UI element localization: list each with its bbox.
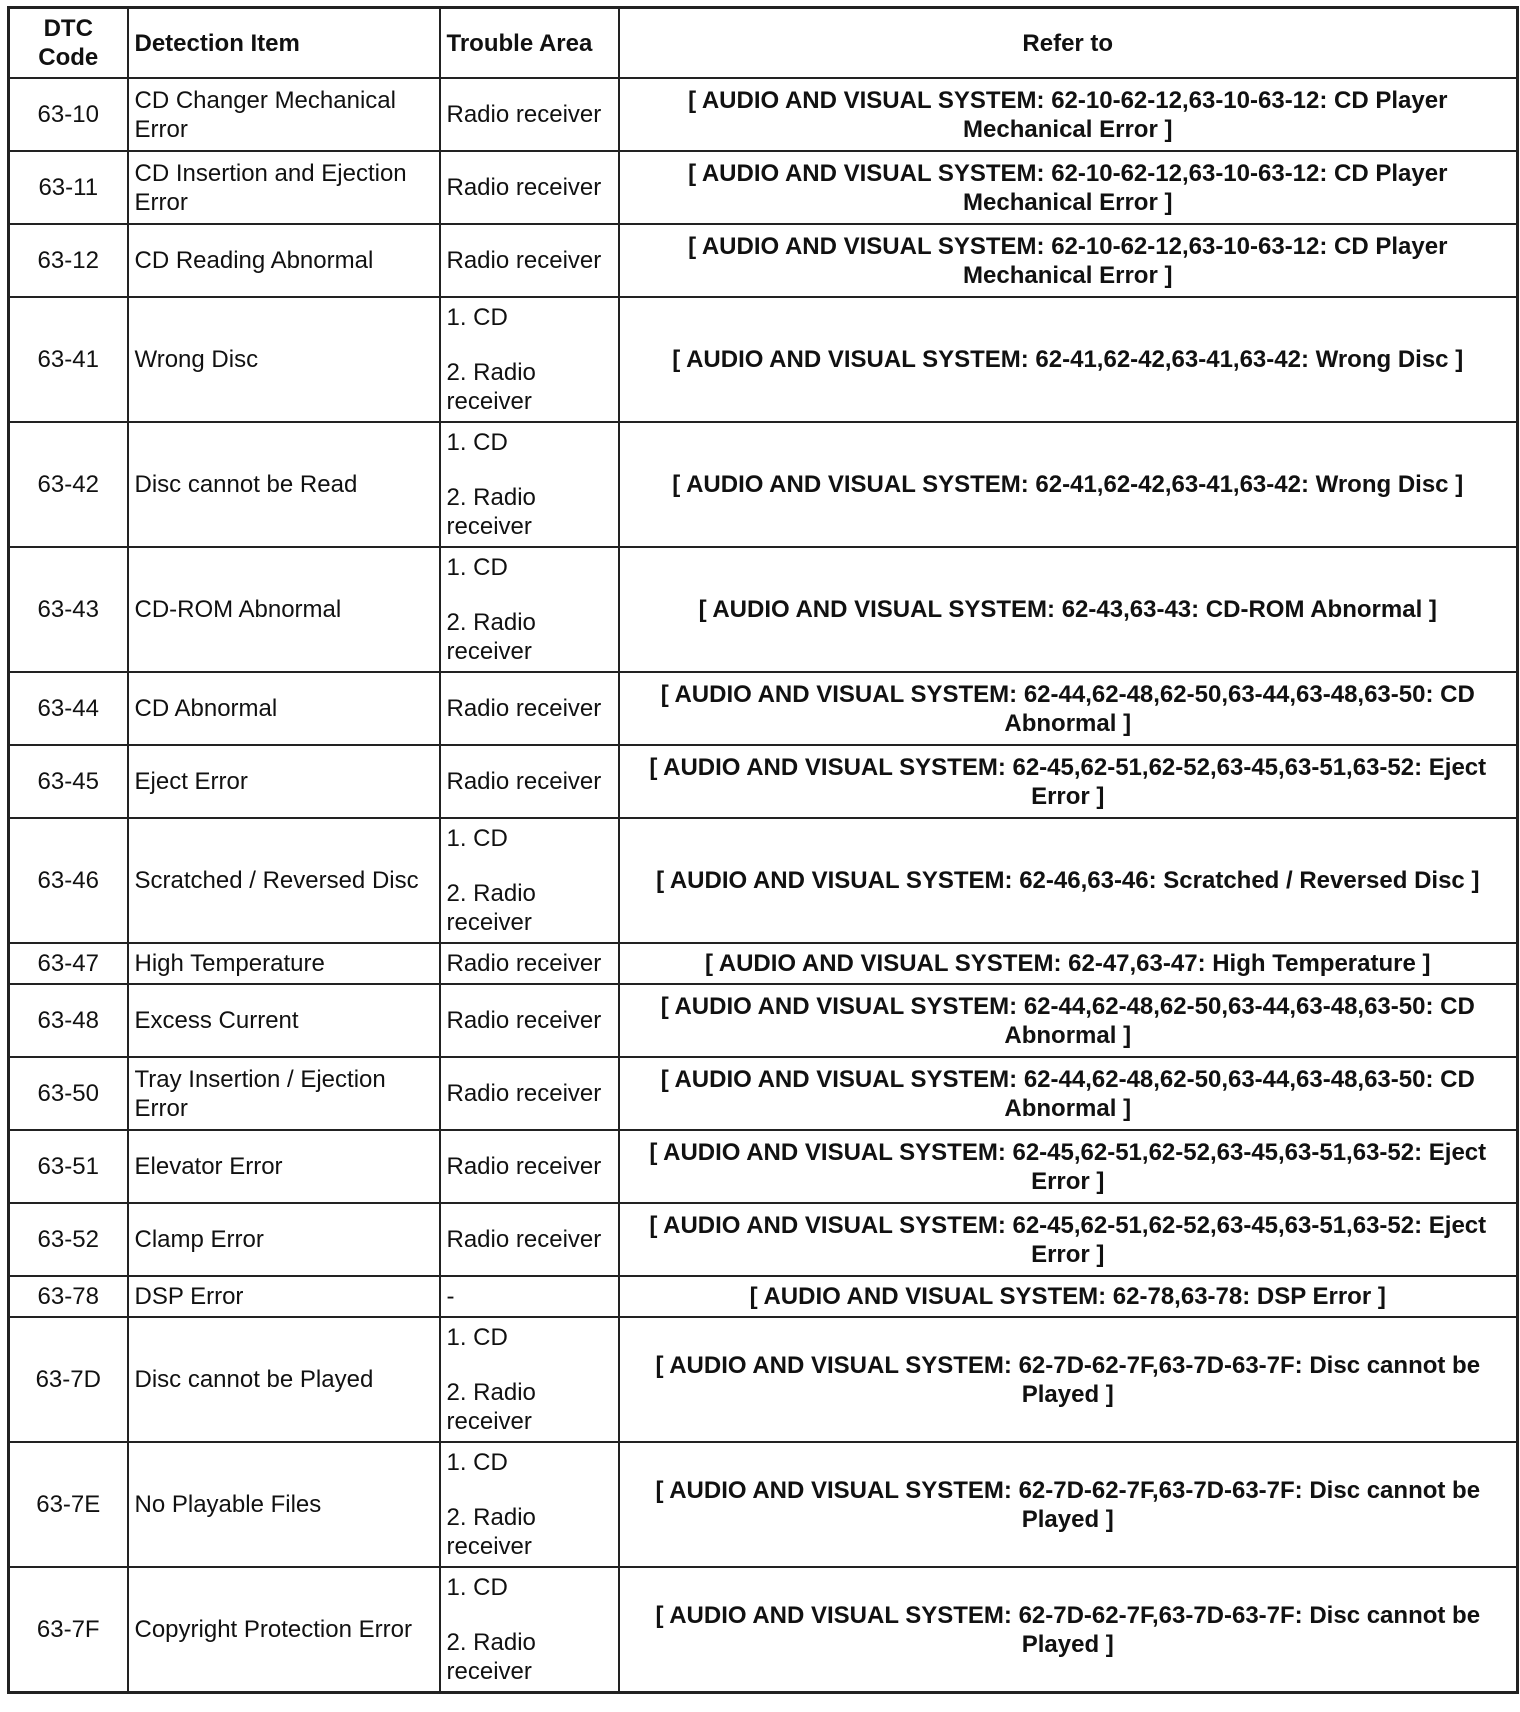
trouble-area-cell: [440, 422, 619, 547]
dtc-code-cell: 63-78: [9, 1276, 128, 1317]
refer-to-line: [ AUDIO AND VISUAL SYSTEM: 62-46,63-46: Scratched / Reversed Disc ]: [656, 867, 1480, 894]
refer-to-line: [ AUDIO AND VISUAL SYSTEM: 62-43,63-43: CD-ROM Abnormal ]: [698, 596, 1437, 623]
dtc-code-cell: 63-7D: [9, 1317, 128, 1442]
refer-to-line: Mechanical Error ]: [963, 261, 1173, 289]
table-row: [9, 1317, 1518, 1442]
trouble-area-line: Radio receiver: [446, 1226, 602, 1253]
dtc-code-cell: 63-48: [9, 984, 128, 1057]
header-row: [9, 8, 1518, 79]
trouble-area-line: receiver: [446, 1533, 532, 1560]
table-row: [9, 1057, 1518, 1130]
table-row: [9, 547, 1518, 672]
detection-item-line: Disc cannot be Read: [134, 471, 358, 498]
refer-to-line: [ AUDIO AND VISUAL SYSTEM: 62-44,62-48,62-50,63-44,63-48,63-50: CD: [660, 680, 1475, 708]
detection-item-line: Clamp Error: [134, 1226, 264, 1253]
header-dtc-code: [9, 8, 128, 79]
line-gap: [447, 1477, 612, 1503]
header-code-line: Code: [38, 44, 99, 71]
refer-to-line: [ AUDIO AND VISUAL SYSTEM: 62-10-62-12,63-10-63-12: CD Player: [688, 232, 1448, 260]
trouble-area-line: receiver: [446, 1408, 532, 1435]
trouble-area-line: receiver: [446, 513, 532, 540]
trouble-area-line: 1. CD: [446, 554, 508, 581]
trouble-area-line: 1. CD: [446, 1324, 508, 1351]
refer-to-cell: [619, 151, 1518, 224]
trouble-area-line: -: [446, 1283, 455, 1310]
detection-item-line: DSP Error: [134, 1283, 244, 1310]
detection-item-line: Excess Current: [134, 1007, 299, 1034]
trouble-area-cell: [440, 1567, 619, 1693]
table-row: [9, 672, 1518, 745]
trouble-area-line: Radio receiver: [446, 1080, 602, 1107]
trouble-area-line: 2. Radio: [446, 484, 536, 511]
detection-item-cell: [128, 422, 440, 547]
refer-to-line: [ AUDIO AND VISUAL SYSTEM: 62-10-62-12,63-10-63-12: CD Player: [688, 159, 1448, 187]
refer-to-cell: [619, 78, 1518, 151]
detection-item-cell: [128, 224, 440, 297]
line-gap: [447, 332, 612, 358]
refer-to-cell: [619, 1276, 1518, 1317]
table-row: [9, 224, 1518, 297]
refer-to-line: [ AUDIO AND VISUAL SYSTEM: 62-44,62-48,62-50,63-44,63-48,63-50: CD: [660, 992, 1475, 1020]
trouble-area-cell: [440, 984, 619, 1057]
trouble-area-line: Radio receiver: [446, 101, 602, 128]
detection-item-cell: [128, 1567, 440, 1693]
trouble-area-cell: [440, 943, 619, 984]
refer-to-cell: [619, 547, 1518, 672]
trouble-area-line: 2. Radio: [446, 1504, 536, 1531]
detection-item-cell: [128, 1057, 440, 1130]
trouble-area-line: 1. CD: [446, 429, 508, 456]
table-row: [9, 151, 1518, 224]
refer-to-cell: [619, 984, 1518, 1057]
trouble-area-line: Radio receiver: [446, 1007, 602, 1034]
trouble-area-cell: [440, 1442, 619, 1567]
refer-to-cell: [619, 1057, 1518, 1130]
dtc-code-cell: 63-43: [9, 547, 128, 672]
trouble-area-cell: [440, 745, 619, 818]
trouble-area-line: 1. CD: [446, 1449, 508, 1476]
trouble-area-cell: [440, 1317, 619, 1442]
refer-to-cell: [619, 1442, 1518, 1567]
table-row: [9, 1276, 1518, 1317]
refer-to-line: [ AUDIO AND VISUAL SYSTEM: 62-45,62-51,62-52,63-45,63-51,63-52: Eject: [649, 1211, 1487, 1239]
dtc-code-cell: 63-42: [9, 422, 128, 547]
dtc-code-cell: 63-11: [9, 151, 128, 224]
header-refer-to: Refer to: [619, 8, 1518, 79]
refer-to-cell: [619, 422, 1518, 547]
refer-to-line: Error ]: [1031, 1240, 1105, 1268]
trouble-area-line: 1. CD: [446, 825, 508, 852]
detection-item-cell: [128, 78, 440, 151]
dtc-code-cell: 63-12: [9, 224, 128, 297]
detection-item-line: CD Insertion and Ejection: [134, 159, 407, 187]
detection-item-line: CD Abnormal: [134, 695, 278, 722]
detection-item-cell: [128, 1130, 440, 1203]
trouble-area-line: receiver: [446, 909, 532, 936]
dtc-code-cell: 63-10: [9, 78, 128, 151]
trouble-area-line: 1. CD: [446, 304, 508, 331]
refer-to-line: [ AUDIO AND VISUAL SYSTEM: 62-7D-62-7F,63-7D-63-7F: Disc cannot be: [655, 1476, 1481, 1504]
dtc-table-container: [7, 6, 1519, 1694]
line-gap: [447, 1352, 612, 1378]
dtc-code-cell: 63-50: [9, 1057, 128, 1130]
refer-to-cell: [619, 224, 1518, 297]
table-row: [9, 1130, 1518, 1203]
detection-item-cell: [128, 672, 440, 745]
refer-to-cell: [619, 943, 1518, 984]
refer-to-line: Played ]: [1021, 1380, 1114, 1408]
dtc-table-body: [9, 78, 1518, 1693]
refer-to-line: [ AUDIO AND VISUAL SYSTEM: 62-41,62-42,63-41,63-42: Wrong Disc ]: [672, 346, 1464, 373]
refer-to-line: Mechanical Error ]: [963, 188, 1173, 216]
refer-to-cell: [619, 672, 1518, 745]
trouble-area-line: 2. Radio: [446, 1629, 536, 1656]
refer-to-line: [ AUDIO AND VISUAL SYSTEM: 62-10-62-12,63-10-63-12: CD Player: [688, 86, 1448, 114]
detection-item-line: CD Reading Abnormal: [134, 247, 374, 274]
refer-to-line: Abnormal ]: [1004, 1094, 1132, 1122]
dtc-table: [7, 6, 1519, 1694]
table-row: [9, 1567, 1518, 1693]
trouble-area-cell: [440, 78, 619, 151]
table-row: [9, 818, 1518, 943]
trouble-area-line: 2. Radio: [446, 359, 536, 386]
dtc-code-cell: 63-46: [9, 818, 128, 943]
line-gap: [447, 582, 612, 608]
header-dtc-line: DTC: [43, 15, 93, 42]
table-row: [9, 745, 1518, 818]
detection-item-line: High Temperature: [134, 950, 325, 977]
dtc-code-cell: 63-44: [9, 672, 128, 745]
detection-item-cell: [128, 151, 440, 224]
detection-item-line: CD Changer Mechanical: [134, 86, 396, 114]
table-row: [9, 1442, 1518, 1567]
trouble-area-line: 2. Radio: [446, 1379, 536, 1406]
detection-item-line: Scratched / Reversed Disc: [134, 867, 419, 894]
detection-item-line: Copyright Protection Error: [134, 1616, 412, 1643]
refer-to-cell: [619, 1130, 1518, 1203]
refer-to-line: Played ]: [1021, 1630, 1114, 1658]
trouble-area-cell: [440, 1130, 619, 1203]
trouble-area-line: Radio receiver: [446, 247, 602, 274]
refer-to-line: [ AUDIO AND VISUAL SYSTEM: 62-78,63-78: DSP Error ]: [749, 1283, 1386, 1310]
trouble-area-line: receiver: [446, 1658, 532, 1685]
detection-item-cell: [128, 745, 440, 818]
line-gap: [447, 853, 612, 879]
detection-item-cell: [128, 1317, 440, 1442]
detection-item-line: Error: [134, 115, 188, 143]
refer-to-cell: [619, 818, 1518, 943]
dtc-code-cell: 63-45: [9, 745, 128, 818]
refer-to-cell: [619, 297, 1518, 422]
detection-item-cell: [128, 984, 440, 1057]
trouble-area-line: 1. CD: [446, 1574, 508, 1601]
trouble-area-line: 2. Radio: [446, 880, 536, 907]
detection-item-cell: [128, 547, 440, 672]
trouble-area-cell: [440, 672, 619, 745]
header-trouble-area: Trouble Area: [440, 8, 619, 79]
refer-to-line: [ AUDIO AND VISUAL SYSTEM: 62-41,62-42,63-41,63-42: Wrong Disc ]: [672, 471, 1464, 498]
refer-to-line: Error ]: [1031, 1167, 1105, 1195]
line-gap: [447, 457, 612, 483]
header-detection-item: Detection Item: [128, 8, 440, 79]
table-row: [9, 297, 1518, 422]
trouble-area-cell: [440, 1057, 619, 1130]
detection-item-cell: [128, 1276, 440, 1317]
detection-item-line: Tray Insertion / Ejection: [134, 1065, 386, 1093]
refer-to-line: [ AUDIO AND VISUAL SYSTEM: 62-7D-62-7F,63-7D-63-7F: Disc cannot be: [655, 1351, 1481, 1379]
trouble-area-line: Radio receiver: [446, 174, 602, 201]
trouble-area-line: Radio receiver: [446, 1153, 602, 1180]
dtc-code-cell: 63-41: [9, 297, 128, 422]
refer-to-cell: [619, 1203, 1518, 1276]
trouble-area-line: receiver: [446, 638, 532, 665]
trouble-area-cell: [440, 547, 619, 672]
dtc-code-cell: 63-7F: [9, 1567, 128, 1693]
dtc-code-cell: 63-47: [9, 943, 128, 984]
table-row: [9, 984, 1518, 1057]
trouble-area-cell: [440, 1276, 619, 1317]
refer-to-cell: [619, 745, 1518, 818]
table-row: [9, 78, 1518, 151]
detection-item-line: Error: [134, 1094, 188, 1122]
trouble-area-line: Radio receiver: [446, 695, 602, 722]
trouble-area-line: Radio receiver: [446, 950, 602, 977]
trouble-area-cell: [440, 1203, 619, 1276]
refer-to-line: [ AUDIO AND VISUAL SYSTEM: 62-47,63-47: High Temperature ]: [705, 950, 1431, 977]
line-gap: [447, 1602, 612, 1628]
refer-to-line: Played ]: [1021, 1505, 1114, 1533]
detection-item-line: CD-ROM Abnormal: [134, 596, 342, 623]
refer-to-line: [ AUDIO AND VISUAL SYSTEM: 62-45,62-51,62-52,63-45,63-51,63-52: Eject: [649, 1138, 1487, 1166]
refer-to-line: [ AUDIO AND VISUAL SYSTEM: 62-7D-62-7F,63-7D-63-7F: Disc cannot be: [655, 1601, 1481, 1629]
table-row: [9, 422, 1518, 547]
detection-item-line: No Playable Files: [134, 1491, 322, 1518]
detection-item-line: Disc cannot be Played: [134, 1366, 374, 1393]
refer-to-line: Error ]: [1031, 782, 1105, 810]
detection-item-line: Error: [134, 188, 188, 216]
trouble-area-line: 2. Radio: [446, 609, 536, 636]
trouble-area-line: receiver: [446, 388, 532, 415]
detection-item-line: Eject Error: [134, 768, 248, 795]
dtc-code-cell: 63-7E: [9, 1442, 128, 1567]
detection-item-cell: [128, 818, 440, 943]
refer-to-line: Abnormal ]: [1004, 1021, 1132, 1049]
table-row: [9, 943, 1518, 984]
refer-to-cell: [619, 1567, 1518, 1693]
detection-item-cell: [128, 943, 440, 984]
detection-item-cell: [128, 1203, 440, 1276]
table-row: [9, 1203, 1518, 1276]
detection-item-cell: [128, 297, 440, 422]
detection-item-cell: [128, 1442, 440, 1567]
detection-item-line: Wrong Disc: [134, 346, 259, 373]
trouble-area-cell: [440, 151, 619, 224]
trouble-area-cell: [440, 297, 619, 422]
refer-to-line: [ AUDIO AND VISUAL SYSTEM: 62-45,62-51,62-52,63-45,63-51,63-52: Eject: [649, 753, 1487, 781]
detection-item-line: Elevator Error: [134, 1153, 283, 1180]
refer-to-cell: [619, 1317, 1518, 1442]
dtc-code-cell: 63-51: [9, 1130, 128, 1203]
dtc-code-cell: 63-52: [9, 1203, 128, 1276]
refer-to-line: Mechanical Error ]: [963, 115, 1173, 143]
trouble-area-cell: [440, 224, 619, 297]
refer-to-line: Abnormal ]: [1004, 709, 1132, 737]
refer-to-line: [ AUDIO AND VISUAL SYSTEM: 62-44,62-48,62-50,63-44,63-48,63-50: CD: [660, 1065, 1475, 1093]
trouble-area-line: Radio receiver: [446, 768, 602, 795]
trouble-area-cell: [440, 818, 619, 943]
